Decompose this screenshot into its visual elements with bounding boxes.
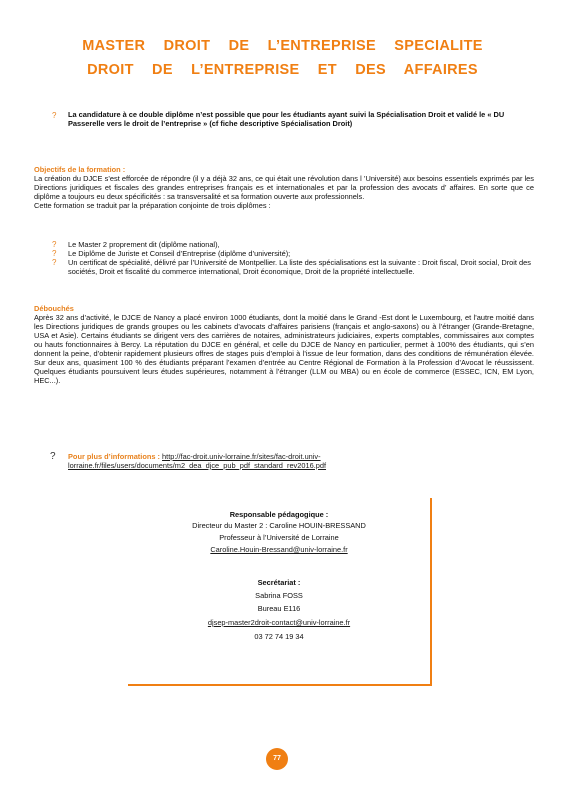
- bullet-icon: ?: [52, 249, 57, 258]
- list-item: [52, 249, 532, 258]
- objectifs-paragraph: [34, 174, 534, 210]
- objectifs-text: La création du DJCE s’est efforcée de répondre (il y a déjà 32 ans, ce qui était une révolution dans l ’Université) aux besoins essentiels exprimés par les Directions juridiques et fiscales des grandes entreprises français es et internationales et par la profession des avocats d’ affaires. En sorte que ce diplôme a toujours eu deux spécificités : sa transversalité et sa formation ouverte aux professionnels.: [34, 174, 534, 201]
- list-item-text: Le Diplôme de Juriste et Conseil d’Entreprise (diplôme d’université);: [68, 249, 291, 258]
- resp-line-2: Professeur à l’Université de Lorraine: [219, 533, 339, 542]
- list-item-text: Le Master 2 proprement dit (diplôme national),: [68, 240, 220, 249]
- list-item: [52, 240, 532, 249]
- debouches-paragraph: Après 32 ans d’activité, le DJCE de Nancy a placé environ 1000 étudiants, dont la moitié dans le Grand -Est dont le Luxembourg, et l’autre moitié dans les Directions juridiques de grands groupes ou les cabinets d’avocats d’affaires parisiens (français et anglo-saxons) ou à l’étranger (Grande-Bretagne, USA et Asie). Certains étudiants se dirigent vers des carrières de notaires, administrateurs judiciaires, experts comptables, commissaires aux comptes ou hauts fonctionnaires à Bercy. La réputation du DJCE en général, et celle du DJCE de Nancy en particulier, permet à 100% des étudiants, qui s’en donnent la peine, d’obtenir rapidement plusieurs offres de stages puis d’emploi à l’issue de leur formation, dans des conditions de rémunération élevée. Sur deux ans, quasiment 100 % des étudiants préparant l’examen d’entrée au Centre Régional de Formation à la Profession d’Avocat le réussissent. Quelques étudiants poursuivent leurs études supérieures, notamment à l’étranger (LLM ou MBA) ou en école de commerce (ESSEC, ICN, EM Lyon, HEC...).: [34, 313, 534, 385]
- list-item-text: Un certificat de spécialité, délivré par l’Université de Montpellier. La liste des spécialisations est la suivante : Droit fiscal, Droit social, Droit des sociétés, Droit et fiscalité du commerce international, Droit économique, Droit de la propriété intellectuelle.: [68, 258, 531, 276]
- resp-line-1: Directeur du Master 2 : Caroline HOUIN-BRESSAND: [192, 521, 366, 530]
- info-block: [68, 452, 538, 470]
- resp-heading: Responsable pédagogique :: [229, 510, 329, 519]
- bullet-icon: ?: [52, 258, 57, 267]
- sec-heading: Secrétariat :: [257, 578, 301, 587]
- sec-email-link[interactable]: djsep-master2droit-contact@univ-lorraine.fr: [207, 618, 351, 627]
- candidature-text: La candidature à ce double diplôme n’est possible que pour les étudiants ayant suivi la Spécialisation Droit et validé le « DU Passerelle vers le droit de l’entreprise » (cf fiche descriptive Spécialisation Droit): [68, 110, 505, 128]
- page-number-badge: 77: [266, 748, 288, 770]
- sec-name: Sabrina FOSS: [255, 591, 303, 600]
- bullet-icon: ?: [52, 111, 57, 120]
- objectifs-text-2: Cette formation se traduit par la préparation conjointe de trois diplômes :: [34, 201, 271, 210]
- objectifs-heading: Objectifs de la formation :: [34, 165, 126, 174]
- debouches-heading: Débouchés: [34, 304, 74, 313]
- sec-phone: 03 72 74 19 34: [254, 632, 304, 641]
- bullet-icon: ?: [50, 451, 56, 462]
- sec-office: Bureau E116: [257, 604, 301, 613]
- bullet-icon: ?: [52, 240, 57, 249]
- title-line-1: MASTER DROIT DE L’ENTREPRISE SPECIALITE: [82, 38, 483, 54]
- info-link[interactable]: http://fac-droit.univ-lorraine.fr/sites/fac-droit.univ-lorraine.fr/files/users/documents/m2_dea_djce_pub_pdf_standard_rev2016.pdf: [68, 452, 327, 470]
- list-item: [52, 258, 532, 276]
- resp-email-link[interactable]: Caroline.Houin-Bressand@univ-lorraine.fr: [210, 545, 348, 554]
- diplomes-list: [52, 240, 532, 276]
- info-label: Pour plus d’informations :: [68, 452, 160, 461]
- title-line-2: DROIT DE L’ENTREPRISE ET DES AFFAIRES: [87, 62, 478, 78]
